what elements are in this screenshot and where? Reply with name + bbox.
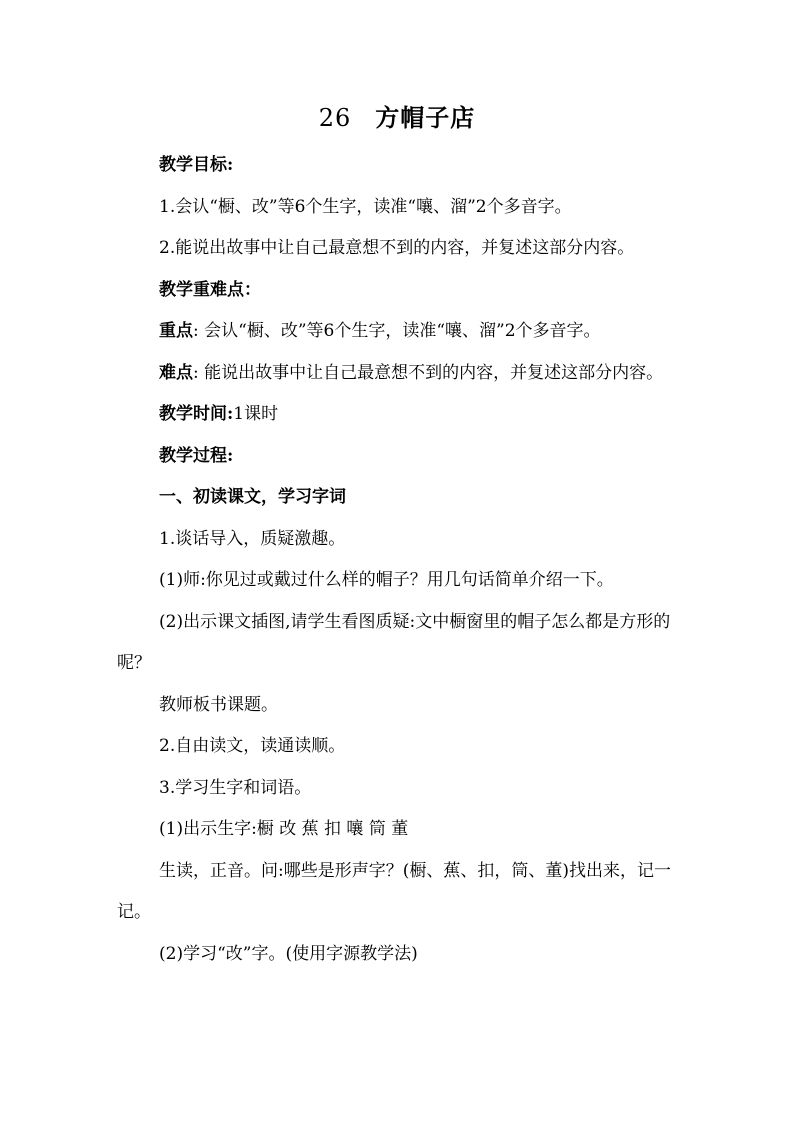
lesson-name: 方帽子店 <box>375 103 476 132</box>
objectives-heading: 教学目标: <box>159 155 234 175</box>
time-value: 1课时 <box>233 404 279 424</box>
difficulty-label: 难点 <box>159 362 193 383</box>
keypoint-label: 重点 <box>159 321 193 341</box>
step-2: 2.自由读文，读通读顺。 <box>159 736 346 756</box>
difficulty-text: : 能说出故事中让自己最意想不到的内容，并复述这部分内容。 <box>193 362 664 383</box>
keypoint-text: : 会认“橱、改”等6个生字，读准“嚷、溜”2个多音字。 <box>193 321 601 341</box>
lesson-title <box>0 98 794 138</box>
process-heading: 教学过程: <box>159 445 234 466</box>
step-3-b: (2)学习“改”字。(使用字源教学法) <box>159 943 418 964</box>
objective-2: 2.能说出故事中让自己最意想不到的内容，并复述这部分内容。 <box>159 238 635 258</box>
time-label: 教学时间: <box>159 404 234 424</box>
time-paragraph <box>117 394 681 436</box>
lesson-body <box>117 145 681 975</box>
step-3: 3.学习生字和词语。 <box>159 777 312 798</box>
step-1-c: 教师板书课题。 <box>159 694 278 715</box>
part1-heading: 一、初读课文，学习字词 <box>159 487 346 507</box>
step-1: 1.谈话导入，质疑激趣。 <box>159 528 346 549</box>
step-1-b: (2)出示课文插图,请学生看图质疑:文中橱窗里的帽子怎么都是方形的呢？ <box>117 611 671 673</box>
step-1-a: (1)师:你见过或戴过什么样的帽子？用几句话简单介绍一下。 <box>159 570 614 590</box>
step-3-a-note: 生读，正音。问:哪些是形声字？(橱、蕉、扣，筒、董)找出来，记一记。 <box>117 860 671 922</box>
step-3-a: (1)出示生字:橱 改 蕉 扣 嚷 筒 董 <box>159 819 409 839</box>
keypoints-heading: 教学重难点： <box>159 279 261 300</box>
keypoint-paragraph <box>117 311 681 353</box>
difficulty-paragraph <box>117 353 681 395</box>
objective-1: 1.会认“橱、改”等6个生字，读准“嚷、溜”2个多音字。 <box>159 196 572 217</box>
lesson-number: 26 <box>318 104 352 132</box>
